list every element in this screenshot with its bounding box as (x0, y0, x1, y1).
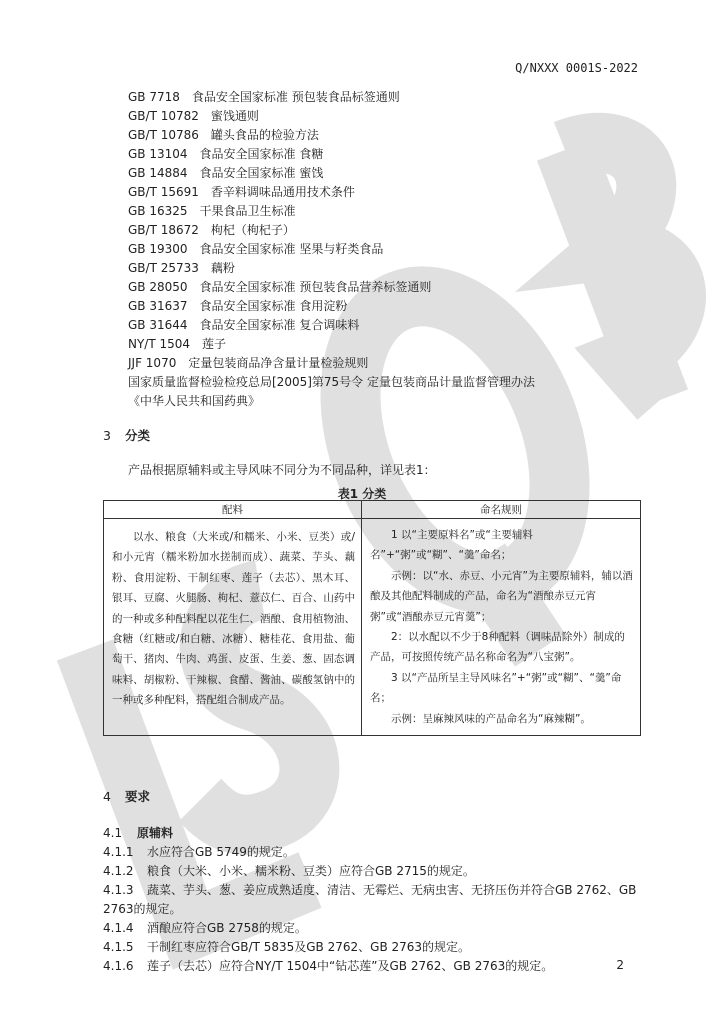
reference-item (128, 354, 535, 373)
requirement-number: 4.1.2 (103, 864, 134, 878)
reference-title: 干果食品卫生标准 (199, 204, 296, 218)
reference-item (128, 316, 535, 335)
reference-code: GB 13104 (128, 147, 188, 161)
section-4-heading (103, 787, 150, 805)
reference-title: 食品安全国家标准 坚果与籽类食品 (199, 242, 384, 256)
naming-rules-cell (362, 519, 641, 736)
reference-item (128, 183, 535, 202)
reference-title: 食品安全国家标准 预包装食品营养标签通则 (199, 280, 432, 294)
requirement-item (103, 919, 643, 938)
reference-item (128, 221, 535, 240)
reference-title: 枸杞（枸杞子） (210, 223, 295, 237)
requirement-number: 4.1.5 (103, 940, 134, 954)
reference-code: GB 7718 (128, 90, 180, 104)
subsection-4-1-heading (103, 824, 173, 841)
reference-code: GB/T 10786 (128, 128, 199, 142)
reference-code: JJF 1070 (128, 356, 177, 370)
requirement-number: 4.1.3 (103, 883, 134, 897)
requirement-text: 粮食（大米、小米、糯米粉、豆类）应符合GB 2715的规定。 (147, 864, 475, 878)
table-header-naming-rules: 命名规则 (362, 501, 641, 519)
reference-item (128, 202, 535, 221)
reference-code: GB 28050 (128, 280, 188, 294)
section-number: 4 (103, 789, 111, 804)
requirement-text: 蔬菜、芋头、葱、姜应成熟适度、清洁、无霉烂、无病虫害、无挤压伤并符合GB 2762、GB 2763的规定。 (103, 883, 637, 916)
reference-title: 罐头食品的检验方法 (210, 128, 319, 142)
reference-title: 莲子 (202, 337, 227, 351)
reference-code: GB 31644 (128, 318, 188, 332)
naming-rule: 2：以水配以不少于8种配料（调味品除外）制成的产品，可按照传统产品名称命名为“八宝粥”。 (370, 631, 625, 664)
reference-code: GB/T 15691 (128, 185, 199, 199)
section-number: 3 (103, 428, 111, 443)
reference-title: 藕粉 (210, 261, 235, 275)
naming-rule: 1 以“主要原料名”或“主要辅料名”+“粥”或“糊”、“羹”命名； (370, 529, 533, 562)
reference-code: GB 31637 (128, 299, 188, 313)
reference-code: GB/T 25733 (128, 261, 199, 275)
reference-code: GB 14884 (128, 166, 188, 180)
section-title: 要求 (125, 789, 151, 804)
classification-intro: 产品根据原辅料或主导风味不同分为不同品种，详见表1： (128, 463, 436, 477)
reference-title: 香辛料调味品通用技术条件 (210, 185, 355, 199)
requirement-item (103, 843, 643, 862)
section-3-heading (103, 426, 150, 444)
reference-code: GB/T 10782 (128, 109, 199, 123)
document-code: Q/NXXX 0001S-2022 (515, 61, 638, 75)
page-number: 2 (616, 958, 624, 972)
reference-item (128, 88, 535, 107)
watermark-letter-b (565, 143, 676, 400)
naming-rule: 3 以“产品所呈主导风味名”+“粥”或“糊”、“羹”命名； (370, 671, 622, 705)
table-title: 表1 分类 (337, 487, 387, 501)
reference-title: 定量包装商品净含量计量检验规则 (188, 356, 369, 370)
reference-item (128, 145, 535, 164)
requirement-text: 水应符合GB 5749的规定。 (147, 845, 295, 859)
reference-title: 食品安全国家标准 食用淀粉 (199, 299, 348, 313)
reference-title: 国家质量监督检验检疫总局[2005]第75号令 定量包装商品计量监督管理办法 (128, 375, 535, 389)
requirement-item (103, 957, 643, 976)
reference-item (128, 335, 535, 354)
section-title: 分类 (125, 428, 151, 443)
reference-item (128, 297, 535, 316)
naming-rule: 示例：呈麻辣风味的产品命名为“麻辣糊”。 (391, 712, 591, 725)
ingredients-cell: 以水、粮食（大米或/和糯米、小米、豆类）或/和小元宵（糯米粉加水搓制而成）、蔬菜、芋头、藕粉、食用淀粉、干制红枣、莲子（去芯）、黑木耳、银耳、豆腐、火腿肠、枸杞、薏苡仁、百合、山药中的一种或多种配料配以花生仁、酒酿、食用植物油、食糖（红糖或/和白糖、冰糖）、糖桂花、食用盐、葡萄干、猪肉、牛肉、鸡蛋、皮蛋、生姜、葱、固态调味料、胡椒粉、干辣椒、食醋、酱油、碳酸氢钠中的一种或多种配料，搭配组合制成产品。 (104, 519, 362, 736)
reference-item (128, 373, 535, 392)
reference-title: 食品安全国家标准 复合调味料 (199, 318, 360, 332)
reference-title: 食品安全国家标准 蜜饯 (199, 166, 324, 180)
table-header-ingredients: 配料 (104, 501, 362, 519)
subsection-number: 4.1 (103, 826, 123, 840)
requirement-text: 酒酿应符合GB 2758的规定。 (147, 921, 307, 935)
requirement-number: 4.1.1 (103, 845, 134, 859)
naming-rule: 示例：以“水、赤豆、小元宵”为主要原辅料，辅以酒酿及其他配料制成的产品，命名为“酒酿赤豆元宵粥”或“酒酿赤豆元宵羹”； (370, 569, 633, 623)
reference-title: 食品安全国家标准 预包装食品标签通则 (191, 90, 400, 104)
reference-title: 食品安全国家标准 食糖 (199, 147, 324, 161)
reference-item (128, 392, 535, 411)
reference-code: GB 16325 (128, 204, 188, 218)
reference-code: GB 19300 (128, 242, 188, 256)
requirement-text: 莲子（去芯）应符合NY/T 1504中“钻芯莲”及GB 2762、GB 2763的规定。 (147, 959, 554, 973)
reference-title: 蜜饯通则 (210, 109, 259, 123)
reference-code: GB/T 18672 (128, 223, 199, 237)
reference-item (128, 278, 535, 297)
reference-item (128, 240, 535, 259)
reference-code: NY/T 1504 (128, 337, 191, 351)
requirement-text: 干制红枣应符合GB/T 5835及GB 2762、GB 2763的规定。 (147, 940, 471, 954)
reference-item (128, 259, 535, 278)
classification-table (103, 500, 641, 736)
reference-item (128, 107, 535, 126)
requirement-item (103, 938, 643, 957)
requirement-number: 4.1.4 (103, 921, 134, 935)
reference-title: 《中华人民共和国药典》 (128, 394, 261, 408)
reference-item (128, 164, 535, 183)
reference-list (128, 88, 535, 411)
requirement-item (103, 881, 643, 919)
reference-item (128, 126, 535, 145)
requirement-item (103, 862, 643, 881)
subsection-title: 原辅料 (137, 826, 174, 840)
requirement-number: 4.1.6 (103, 959, 134, 973)
